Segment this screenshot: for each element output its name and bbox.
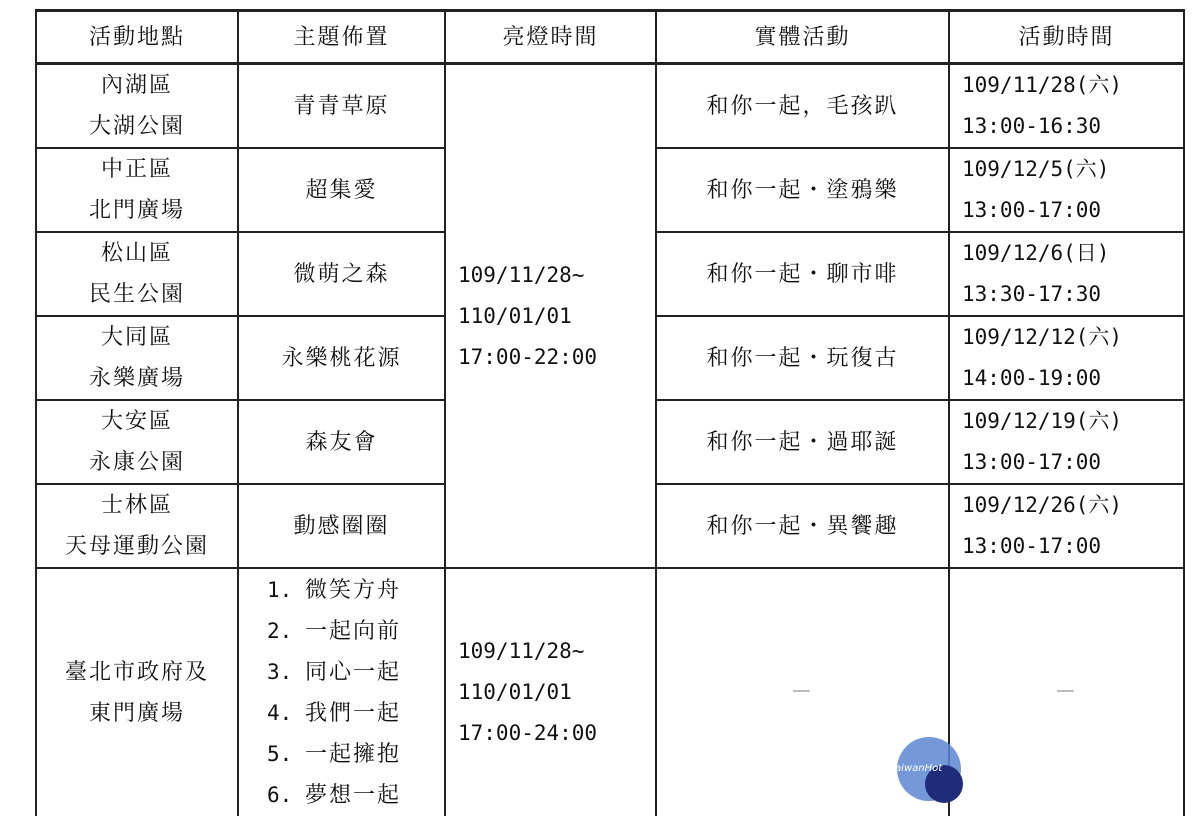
venue: 永樂廣場 (88, 366, 185, 391)
venue: 東門廣場 (88, 700, 185, 726)
activity-hours: 13:00-17:00 (962, 198, 1102, 222)
list-text: 微笑方舟 (305, 577, 402, 603)
list-number: 3. (267, 659, 293, 684)
list-text: 一起擁抱 (305, 741, 402, 767)
activity-date: 109/12/5(六) (962, 157, 1110, 181)
activity-time-cell (949, 232, 1184, 316)
header-activity: 實體活動 (656, 11, 949, 64)
location-cell (36, 64, 238, 149)
activity-time-cell: － (949, 568, 1184, 816)
activity-hours: 13:30-17:30 (962, 282, 1102, 306)
activity-time-cell (949, 64, 1184, 149)
location-cell (36, 568, 238, 816)
location-cell (36, 400, 238, 484)
venue: 民生公園 (88, 282, 185, 307)
district: 松山區 (100, 241, 173, 266)
activity-date: 109/12/19(六) (962, 409, 1123, 433)
theme-cell: 超集愛 (238, 148, 445, 232)
activity-hours: 13:00-17:00 (962, 450, 1102, 474)
watermark-text: TaiwanHot (890, 763, 943, 774)
list-number: 1. (267, 577, 293, 602)
theme-list-item (239, 611, 444, 652)
location-cell (36, 484, 238, 568)
theme-list-item (239, 652, 444, 693)
table-row (36, 64, 1184, 149)
theme-list-item (239, 693, 444, 734)
location-cell (36, 232, 238, 316)
lighting-end: 110/01/01 (458, 680, 572, 704)
header-theme: 主題佈置 (238, 11, 445, 64)
lighting-start: 109/11/28~ (458, 639, 585, 663)
lighting-time-cell (445, 64, 656, 569)
activity-date: 109/12/26(六) (962, 493, 1123, 517)
event-schedule-table (35, 9, 1185, 816)
activity-time-cell (949, 148, 1184, 232)
list-number: 2. (267, 618, 293, 643)
venue: 天母運動公園 (64, 534, 209, 559)
activity-cell: 和你一起・聊市啡 (656, 232, 949, 316)
activity-hours: 14:00-19:00 (962, 366, 1102, 390)
theme-cell: 微萌之森 (238, 232, 445, 316)
activity-date: 109/12/12(六) (962, 325, 1123, 349)
activity-hours: 13:00-16:30 (962, 114, 1102, 138)
activity-date: 109/12/6(日) (962, 241, 1110, 265)
activity-cell: 和你一起・塗鴉樂 (656, 148, 949, 232)
activity-date: 109/11/28(六) (962, 73, 1123, 97)
activity-cell: 和你一起・過耶誕 (656, 400, 949, 484)
activity-time-cell (949, 316, 1184, 400)
activity-cell: － (656, 568, 949, 816)
theme-cell: 動感圈圈 (238, 484, 445, 568)
district: 大安區 (100, 409, 173, 434)
list-text: 同心一起 (305, 659, 402, 685)
theme-list-item (239, 775, 444, 816)
list-text: 我們一起 (305, 700, 402, 726)
list-number: 5. (267, 741, 293, 766)
activity-time-cell (949, 484, 1184, 568)
venue: 北門廣場 (88, 198, 185, 223)
activity-time-cell (949, 400, 1184, 484)
venue: 永康公園 (88, 450, 185, 475)
table-row-city-hall (36, 568, 1184, 816)
activity-hours: 13:00-17:00 (962, 534, 1102, 558)
theme-list-item (239, 570, 444, 611)
lighting-hours: 17:00-22:00 (458, 344, 598, 369)
lighting-hours: 17:00-24:00 (458, 721, 598, 745)
lighting-time-cell (445, 568, 656, 816)
theme-cell: 青青草原 (238, 64, 445, 149)
theme-list-item (239, 734, 444, 775)
header-row (36, 11, 1184, 64)
theme-cell: 森友會 (238, 400, 445, 484)
district: 大同區 (100, 325, 173, 350)
district: 內湖區 (100, 73, 173, 98)
activity-cell: 和你一起・玩復古 (656, 316, 949, 400)
list-text: 夢想一起 (305, 782, 402, 808)
venue: 大湖公園 (88, 114, 185, 139)
lighting-end: 110/01/01 (458, 303, 572, 328)
activity-cell: 和你一起・異饗趣 (656, 484, 949, 568)
list-text: 一起向前 (305, 618, 402, 644)
district: 士林區 (100, 493, 173, 518)
header-lighting-time: 亮燈時間 (445, 11, 656, 64)
location-cell (36, 316, 238, 400)
watermark-logo (890, 737, 962, 801)
list-number: 4. (267, 700, 293, 725)
theme-cell: 永樂桃花源 (238, 316, 445, 400)
lighting-start: 109/11/28~ (458, 262, 585, 287)
header-activity-time: 活動時間 (949, 11, 1184, 64)
district: 中正區 (100, 157, 173, 182)
header-location: 活動地點 (36, 11, 238, 64)
district: 臺北市政府及 (64, 659, 209, 685)
theme-list-cell (238, 568, 445, 816)
location-cell (36, 148, 238, 232)
activity-cell: 和你一起，毛孩趴 (656, 64, 949, 149)
list-number: 6. (267, 782, 293, 807)
